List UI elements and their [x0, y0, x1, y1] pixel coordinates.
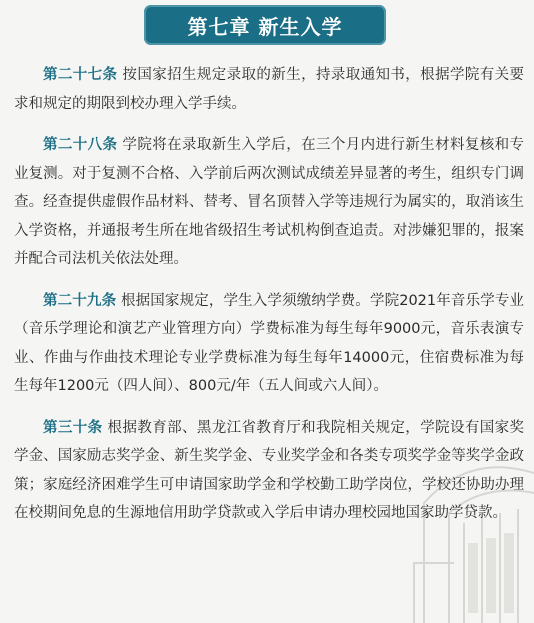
article-28	[14, 131, 524, 274]
chapter-header-banner	[144, 5, 386, 45]
article-number: 第二十九条	[43, 292, 117, 309]
article-text: 学院将在录取新生入学后，在三个月内进行新生材料复核和专业复测。对于复测不合格、入学前后两次测试成绩差异显著的考生，组织专门调查。经查提供虚假作品材料、替考、冒名顶替入学等违规行为属实的，取消该生入学资格，并通报考生所在地省级招生考试机构倒查追责。对涉嫌犯罪的，报案并配合司法机关依法处理。	[14, 137, 524, 267]
article-list	[14, 61, 524, 541]
article-number: 第二十八条	[43, 137, 118, 153]
article-27	[14, 61, 524, 118]
article-text: 根据教育部、黑龙江省教育厅和我院相关规定，学院设有国家奖学金、国家励志奖学金、新生奖学金、专业奖学金和各类专项奖学金等奖学金政策；家庭经济困难学生可申请国家助学金和学校勤工助学岗位，学校还协助办理在校期间免息的生源地信用助学贷款或入学后申请办理校园地国家助学贷款。	[14, 419, 525, 521]
article-number: 第三十条	[43, 419, 103, 436]
article-29	[14, 287, 524, 401]
chapter-title: 第七章 新生入学	[187, 14, 343, 39]
article-text: 按国家招生规定录取的新生，持录取通知书，根据学院有关要求和规定的期限到校办理入学手续。	[14, 67, 524, 112]
article-text: 根据国家规定，学生入学须缴纳学费。学院2021年音乐学专业（音乐学理论和演艺产业管理方向）学费标准为每生每年9000元，音乐表演专业、作曲与作曲技术理论专业学费标准为每生每年14000元，住宿费标准为每生每年1200元（四人间）、800元/年（五人间或六人间）。	[14, 292, 525, 394]
article-30	[14, 414, 524, 528]
article-number: 第二十七条	[43, 67, 118, 83]
